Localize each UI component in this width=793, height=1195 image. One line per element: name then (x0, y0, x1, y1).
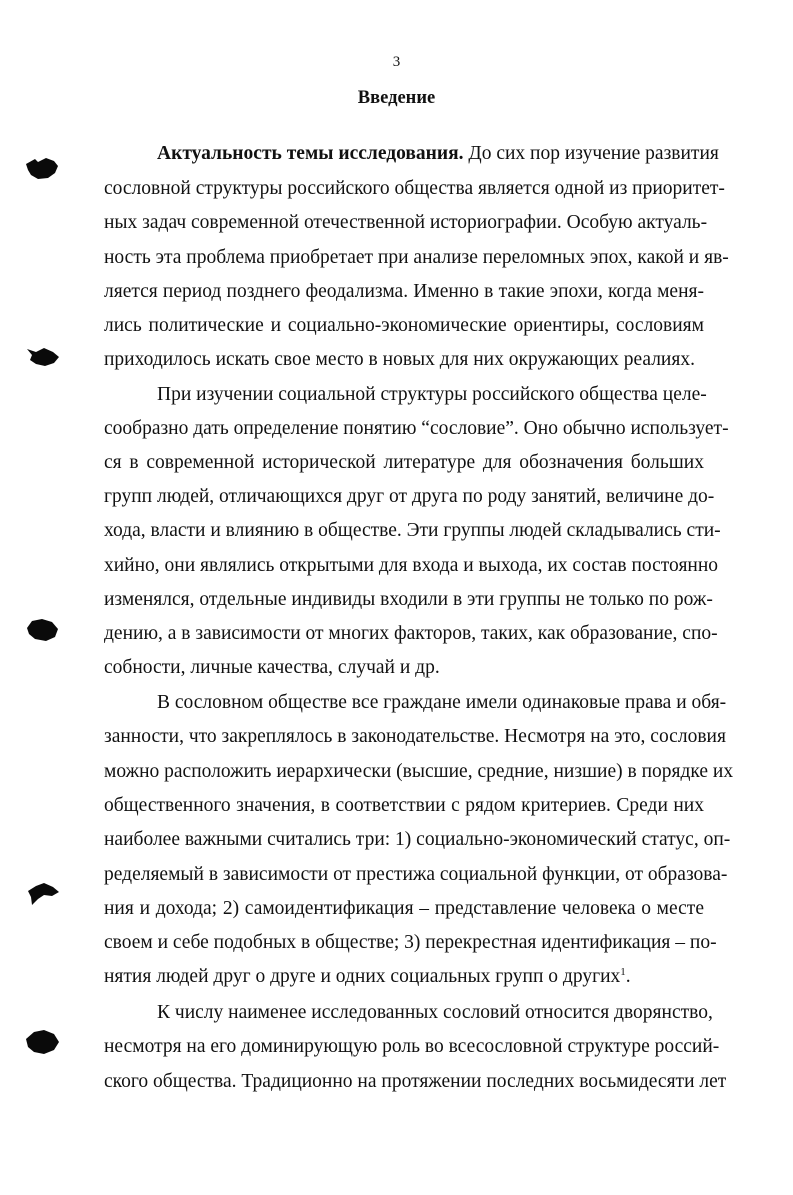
page-number: 3 (392, 54, 401, 70)
paragraph-4-line-2: несмотря на его доминирующую роль во всесословной структуре россий- (104, 1036, 720, 1057)
paragraph-2-line-7: изменялся, отдельные индивиды входили в эти группы не только по рож- (104, 589, 713, 610)
paragraph-2-line-3: ся в современной исторической литературе для обозначения больших (104, 452, 704, 473)
paragraph-3-line-2: занности, что закреплялось в законодательстве. Несмотря на это, сословия (104, 726, 726, 747)
footnote-reference[interactable]: 1 (620, 966, 626, 978)
paragraph-3-line-9-text: нятия людей друг о друге и одних социальных групп о других (104, 966, 621, 987)
paragraph-1-lead: Актуальность темы исследования. (157, 143, 464, 164)
paragraph-4-line-1: К числу наименее исследованных сословий относится дворянство, (157, 1002, 713, 1023)
paragraph-3-line-6: ределяемый в зависимости от престижа социальной функции, от образова- (104, 864, 728, 885)
binding-hole-mark (24, 155, 62, 181)
paragraph-2-line-5: хода, власти и влиянию в обществе. Эти группы людей складывались сти- (104, 520, 721, 541)
paragraph-2-line-8: дению, а в зависимости от многих факторов, таких, как образование, спо- (104, 623, 718, 644)
paragraph-3-line-3: можно расположить иерархически (высшие, средние, низшие) в порядке их (104, 761, 734, 782)
paragraph-3-line-9-end: . (625, 966, 631, 987)
paragraph-1-line-7: приходилось искать свое место в новых для них окружающих реалиях. (104, 349, 695, 370)
binding-hole-mark (24, 1029, 62, 1055)
paragraph-2-line-2: сообразно дать определение понятию “сословие”. Оно обычно использует- (104, 418, 729, 439)
paragraph-1-line-1 (157, 141, 719, 167)
binding-hole-mark (24, 344, 62, 370)
paragraph-3-line-5: наиболее важными считались три: 1) социально-экономический статус, оп- (104, 829, 731, 850)
paragraph-1-line-5: ляется период позднего феодализма. Именно в такие эпохи, когда меня- (104, 281, 704, 302)
paragraph-1-line-4: ность эта проблема приобретает при анализе переломных эпох, какой и яв- (104, 247, 729, 268)
paragraph-2-line-9: собности, личные качества, случай и др. (104, 657, 440, 678)
paragraph-1-line-3: ных задач современной отечественной историографии. Особую актуаль- (104, 212, 708, 233)
paragraph-4-line-3: ского общества. Традиционно на протяжении последних восьмидесяти лет (104, 1071, 727, 1092)
paragraph-3-line-9 (104, 964, 704, 990)
binding-hole-mark (24, 881, 62, 907)
paragraph-3-line-4: общественного значения, в соответствии с рядом критериев. Среди них (104, 795, 704, 816)
section-heading: Введение (357, 88, 436, 108)
paragraph-2-line-1: При изучении социальной структуры российского общества целе- (157, 384, 707, 405)
paragraph-2-line-4: групп людей, отличающихся друг от друга по роду занятий, величине до- (104, 486, 715, 507)
binding-hole-mark (24, 617, 62, 643)
paragraph-1-line-6: лись политические и социально-экономические ориентиры, сословиям (104, 315, 704, 336)
paragraph-3-line-1: В сословном обществе все граждане имели одинаковые права и обя- (157, 692, 727, 713)
paragraph-3-line-8: своем и себе подобных в обществе; 3) перекрестная идентификация – по- (104, 932, 717, 953)
paragraph-1-line-1-text: До сих пор изучение развития (463, 143, 719, 164)
paragraph-3-line-7: ния и дохода; 2) самоидентификация – представление человека о месте (104, 898, 704, 919)
paragraph-1-line-2: сословной структуры российского общества является одной из приоритет- (104, 178, 725, 199)
paragraph-2-line-6: хийно, они являлись открытыми для входа и выхода, их состав постоянно (104, 555, 719, 576)
